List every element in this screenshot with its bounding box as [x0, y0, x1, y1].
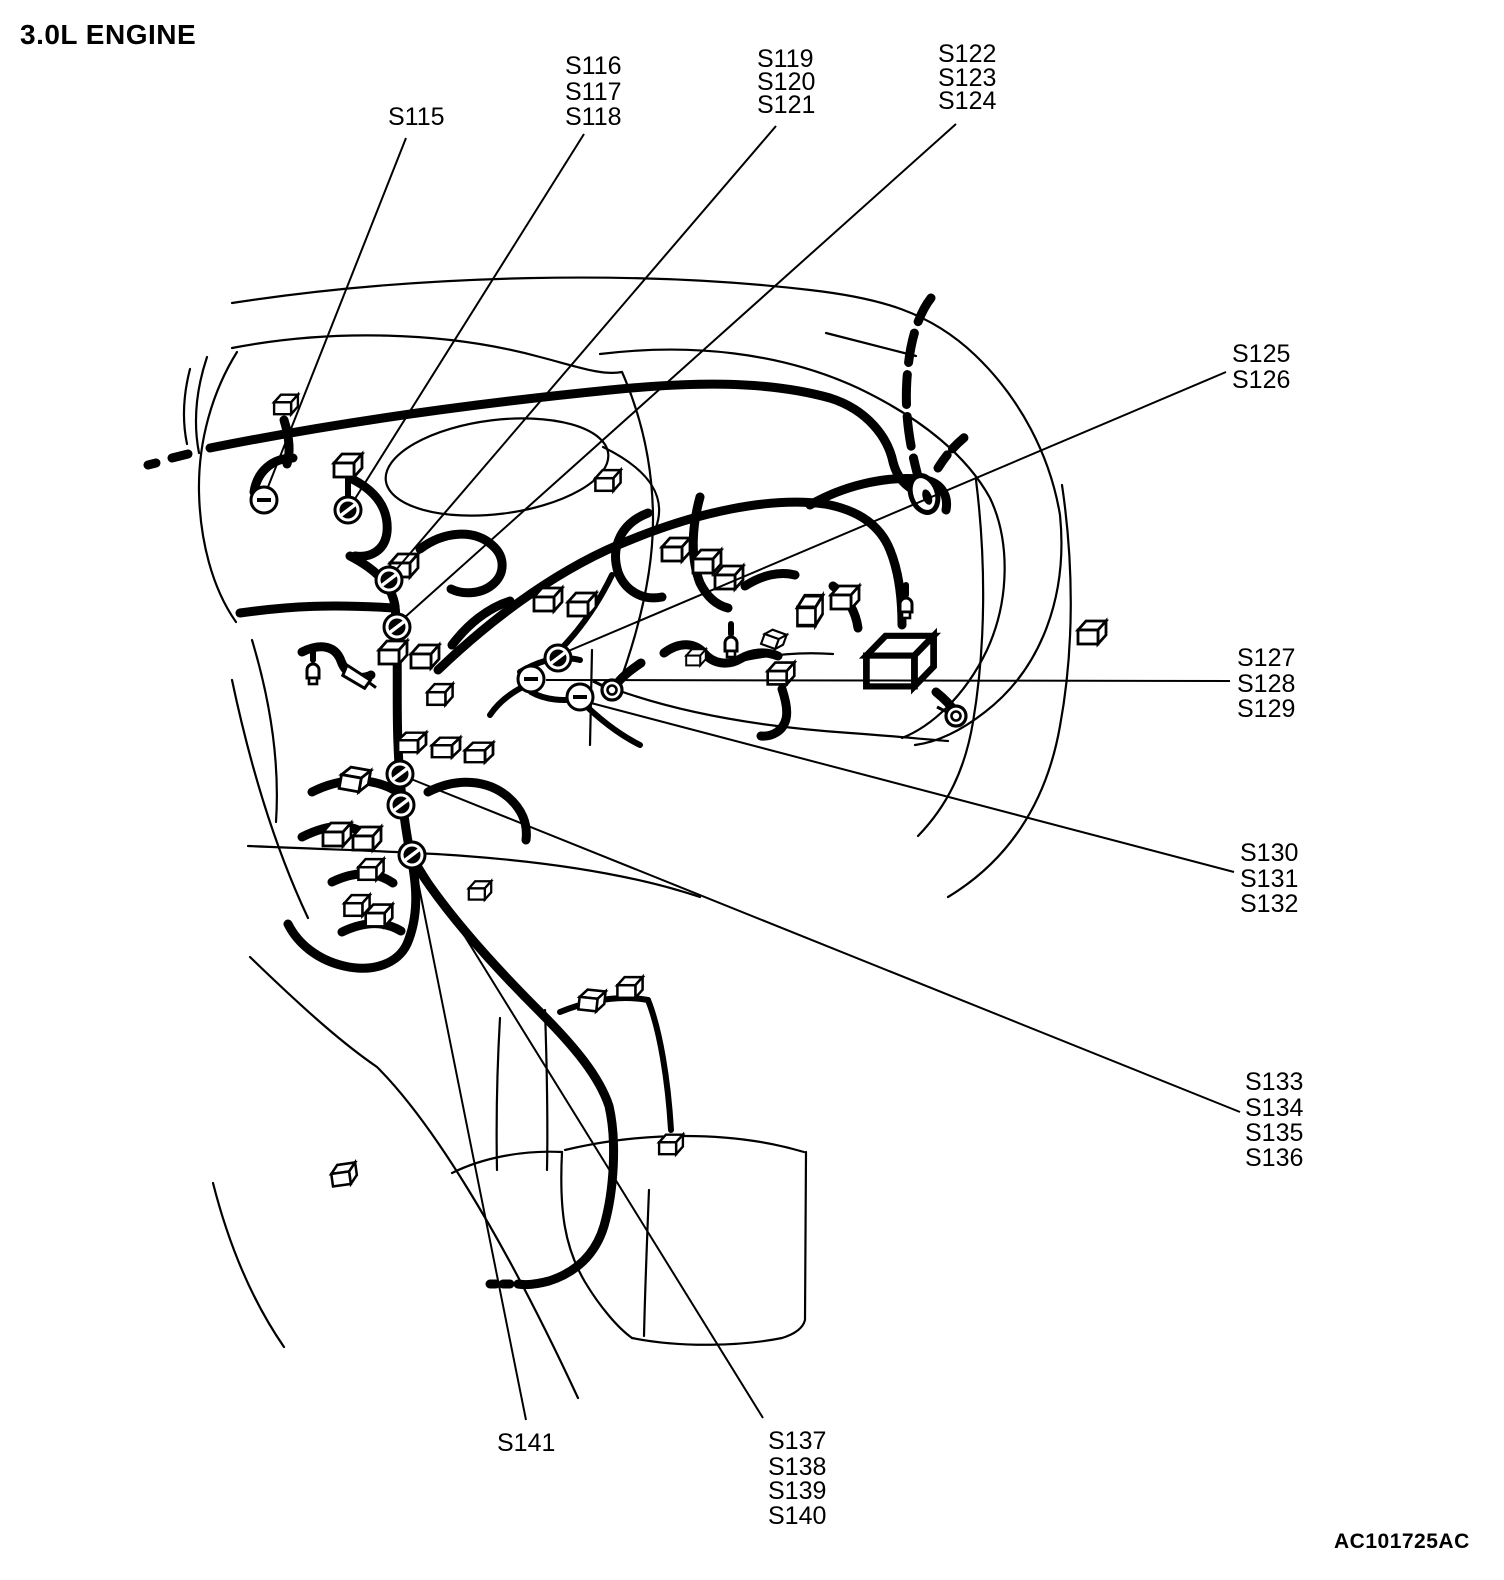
splice-marker-s133-s136 — [387, 761, 413, 787]
splice-marker-s137-s140 — [399, 842, 425, 868]
leader-s133-s136 — [411, 779, 1240, 1112]
splice-label: S116 — [565, 52, 622, 80]
wave-arc-2 — [184, 369, 190, 444]
connector-cube — [427, 684, 452, 705]
splice-label: S115 — [388, 103, 445, 131]
dash-inner-left-curve — [232, 335, 622, 373]
leader-s137-s140 — [420, 864, 763, 1418]
connector-cube — [578, 989, 605, 1012]
splice-label: S127 — [1237, 644, 1296, 672]
tunnel-line-1 — [497, 1018, 500, 1170]
drawing-number: AC101725AC — [1334, 1530, 1470, 1553]
connector-cube — [353, 827, 381, 850]
ring-terminal — [593, 680, 622, 700]
connector-cube — [411, 645, 439, 668]
splice-label: S139 — [768, 1477, 827, 1505]
kick-panel-arc-2 — [213, 1183, 284, 1347]
console-top-edge — [565, 1136, 804, 1152]
connector-cube — [432, 738, 460, 758]
splice-labels — [388, 40, 1303, 1530]
connector-cube — [330, 1162, 358, 1186]
splice-label: S132 — [1240, 890, 1299, 918]
splice-marker-s125-s126 — [545, 645, 571, 671]
tunnel-line-2 — [545, 1010, 547, 1170]
splice-label: S121 — [757, 91, 816, 119]
connector-cube — [693, 550, 721, 573]
leader-s115 — [266, 138, 406, 492]
column-to-floor-harness — [411, 857, 614, 1285]
console-inner-edge — [644, 1190, 649, 1336]
console-approach — [452, 1152, 562, 1173]
dashboard-outline — [184, 278, 1071, 1398]
defroster-line — [826, 333, 916, 356]
splice-label: S126 — [1232, 366, 1291, 394]
splice-label: S131 — [1240, 865, 1299, 893]
connector-cube — [831, 586, 859, 609]
bulb-socket — [725, 637, 737, 657]
relay-box — [866, 636, 933, 687]
splice-label: S134 — [1245, 1094, 1304, 1122]
connector-cube — [344, 895, 369, 916]
console-bottom-edge — [632, 1338, 782, 1345]
splice-label: S140 — [768, 1502, 827, 1530]
page-title: 3.0L ENGINE — [20, 19, 197, 50]
steering-shroud-arc-1 — [199, 352, 237, 622]
splice-label: S124 — [938, 87, 997, 115]
connector-cube — [761, 628, 787, 651]
connector-cube — [323, 823, 351, 846]
splice-label: S136 — [1245, 1144, 1304, 1172]
console-wire-2 — [648, 1000, 671, 1130]
connector-cube — [617, 977, 642, 998]
splice-label: S118 — [565, 103, 622, 131]
splice-label: S138 — [768, 1453, 827, 1481]
connector-cube — [534, 588, 562, 611]
console-right-edge — [782, 1152, 806, 1338]
stub-down-right — [761, 689, 787, 736]
splice-label: S133 — [1245, 1068, 1304, 1096]
splice-label: S119 — [757, 45, 814, 73]
connector-cube — [339, 766, 371, 794]
splice-label: S122 — [938, 40, 997, 68]
connector-cube — [398, 733, 426, 753]
ring-terminal — [937, 706, 966, 726]
splice-marker-s127-s129 — [518, 666, 544, 692]
connector-cube — [568, 593, 596, 616]
splice-label: S120 — [757, 68, 816, 96]
splice-label: S117 — [565, 78, 622, 106]
leader-s141 — [405, 817, 526, 1420]
leader-s130-s132 — [591, 703, 1234, 872]
splice-label: S129 — [1237, 695, 1296, 723]
connector-cube — [379, 641, 407, 664]
wavy-right — [664, 645, 778, 663]
splice-marker-s115 — [251, 487, 277, 513]
cowl-branch-dashed — [906, 298, 931, 487]
kick-panel-arc — [250, 957, 578, 1398]
connector-cube — [358, 859, 383, 880]
connector-cube — [715, 566, 743, 589]
main-harness-dash-1 — [172, 454, 188, 458]
splice-label: S135 — [1245, 1119, 1304, 1147]
splice-label: S123 — [938, 64, 997, 92]
connector-cube — [595, 470, 620, 491]
bulb-socket — [307, 664, 319, 684]
steering-shroud-arc-2 — [252, 640, 277, 822]
splice-marker-s130-s132 — [567, 684, 593, 710]
leader-s127-s129 — [546, 680, 1230, 681]
connector-cube — [659, 1135, 683, 1155]
harness — [148, 298, 970, 1285]
splice-label: S128 — [1237, 670, 1296, 698]
splice-label: S130 — [1240, 839, 1299, 867]
splice-label: S125 — [1232, 340, 1291, 368]
splice-label: S141 — [497, 1429, 556, 1457]
connector-cube — [334, 454, 362, 477]
wave-arc-1 — [196, 357, 207, 453]
splice-marker-s141-target — [388, 792, 414, 818]
left-branch — [240, 606, 394, 613]
main-harness-dash-2 — [148, 463, 156, 465]
branch-join — [452, 601, 510, 645]
connector-cube — [469, 881, 491, 899]
bulb-socket — [900, 598, 912, 618]
splice-marker-s119-s121 — [376, 567, 402, 593]
connector-cube — [1078, 621, 1106, 644]
loop-center — [420, 534, 502, 593]
leader-s125-s126 — [566, 372, 1226, 652]
splice-label: S137 — [768, 1427, 827, 1455]
connector-cube — [274, 395, 298, 415]
branch-r2 — [745, 573, 795, 586]
connector-cube — [662, 538, 690, 561]
splice-marker-s122-s124 — [384, 614, 410, 640]
glovebox-oval — [380, 407, 614, 528]
connector-cube — [797, 596, 822, 626]
connector-cube — [465, 743, 493, 763]
leader-s119-s121 — [395, 126, 776, 571]
splice-marker-s116-s118 — [335, 497, 361, 523]
connector-cube — [686, 649, 706, 665]
leader-s116-s118 — [353, 134, 584, 502]
